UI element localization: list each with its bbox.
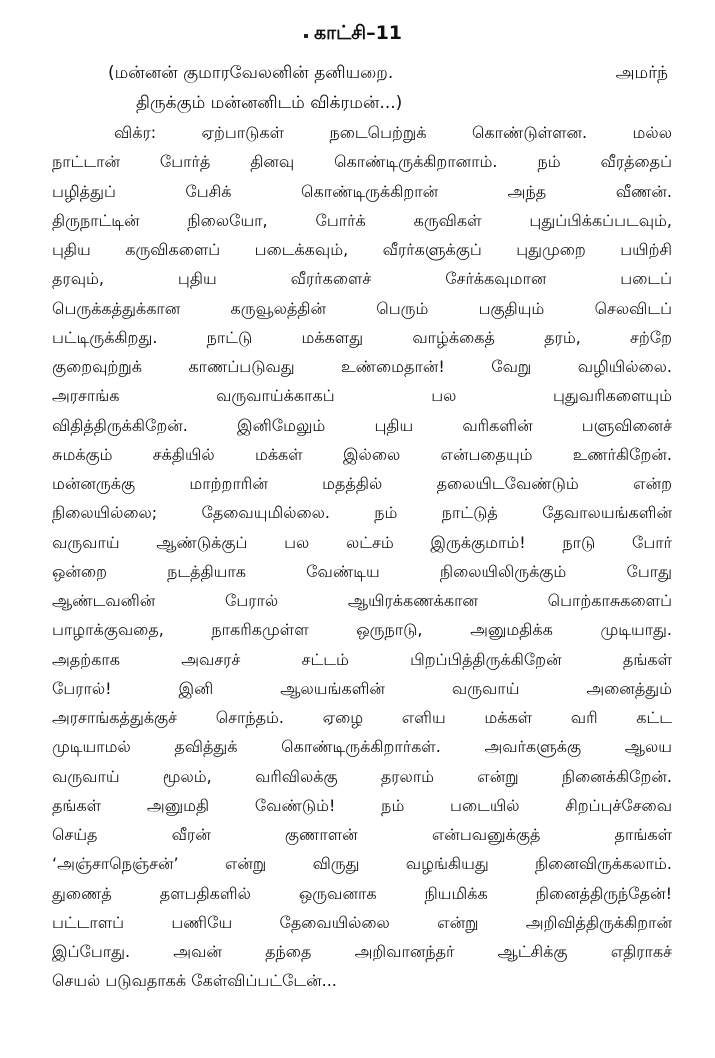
dialogue-line: துணைத் தளபதிகளில் ஒருவனாக நியமிக்க நினைத்திருந்தேன்! xyxy=(52,883,672,903)
dialogue-line: குறைவுற்றுக் காணப்படுவது உண்மைதான்! வேறு வழியில்லை. xyxy=(52,357,672,376)
dialogue-line: அதற்காக அவசரச் சட்டம் பிறப்பித்திருக்கிறேன் தங்கள் xyxy=(52,649,672,669)
dialogue-line: அரசாங்கத்துக்குச் சொந்தம். ஏழை எளிய மக்கள் வரி கட்ட xyxy=(52,708,672,727)
dialogue-line: பழித்துப் பேசிக் கொண்டிருக்கிறான் அந்த வீணன். xyxy=(52,181,672,201)
dialogue-line: புதிய கருவிகளைப் படைக்கவும், வீரர்களுக்குப் புதுமுறை பயிற்சி xyxy=(52,240,672,259)
dialogue-line: செயல் படுவதாகக் கேள்விப்பட்டேன்... xyxy=(52,971,337,991)
dialogue-line: விக்ர: ஏற்பாடுகள் நடைபெற்றுக் கொண்டுள்ளன. மல்ல xyxy=(114,123,672,142)
dialogue-line: நாட்டான் போர்த் தினவு கொண்டிருக்கிறானாம். நம் வீரத்தைப் xyxy=(52,152,672,172)
dialogue-line: மன்னருக்கு மாற்றாரின் மதத்தில் தலையிடவேண்டும் என்ற xyxy=(52,474,672,493)
dialogue-line: ‘அஞ்சாநெஞ்சன்’ என்று விருது வழங்கியது நினைவிருக்கலாம். xyxy=(52,854,672,874)
dialogue-line: பட்டாளப் பணியே தேவையில்லை என்று அறிவித்திருக்கிறான் xyxy=(52,912,672,932)
dialogue-line: தரவும், புதிய வீரர்களைச் சேர்க்கவுமான படைப் xyxy=(52,269,672,289)
stage-direction xyxy=(108,58,668,118)
scene-title: காட்சி–11 xyxy=(314,22,403,44)
stage-direction-line-1 xyxy=(108,58,668,88)
stage-direction-line-2: திருக்கும் மன்னனிடம் விக்ரமன்...) xyxy=(136,93,403,113)
dialogue-line: முடியாமல் தவித்துக் கொண்டிருக்கிறார்கள். அவர்களுக்கு ஆலய xyxy=(52,737,672,757)
dialogue-line: நிலையில்லை; தேவையுமில்லை. நம் நாட்டுத் தேவாலயங்களின் xyxy=(52,503,672,523)
dialogue-line: பெருக்கத்துக்கான கருவூலத்தின் பெரும் பகுதியும் செலவிடப் xyxy=(52,298,672,318)
dialogue-line: திருநாட்டின் நிலையோ, போர்க் கருவிகள் புதுப்பிக்கப்படவும், xyxy=(52,210,672,230)
dialogue-line: ஒன்றை நடத்தியாக வேண்டிய நிலையிலிருக்கும் போது xyxy=(52,561,672,581)
dialogue-line: பேரால்! இனி ஆலயங்களின் வருவாய் அனைத்தும் xyxy=(52,678,672,698)
stage-direction-right: அமர்ந் xyxy=(615,63,668,83)
dialogue-line: பட்டிருக்கிறது. நாட்டு மக்களது வாழ்க்கைத் தரம், சற்றே xyxy=(52,327,672,347)
dialogue-body xyxy=(52,118,672,996)
dialogue-line: தங்கள் அனுமதி வேண்டும்! நம் படையில் சிறப்புச்சேவை xyxy=(52,795,672,815)
dialogue-line: வருவாய் மூலம், வரிவிலக்கு தரலாம் என்று நினைக்கிறேன். xyxy=(52,766,672,786)
dialogue-line: விதித்திருக்கிறேன். இனிமேலும் புதிய வரிகளின் பளுவினைச் xyxy=(52,415,672,435)
dialogue-line: சுமக்கும் சக்தியில் மக்கள் இல்லை என்பதையும் உணர்கிறேன். xyxy=(52,444,672,464)
dialogue-line: ஆண்டவனின் பேரால் ஆயிரக்கணக்கான பொற்காசுகளைப் xyxy=(52,591,672,610)
dialogue-line: செய்த வீரன் குணாளன் என்பவனுக்குத் தாங்கள் xyxy=(52,825,672,844)
dialogue-line: அரசாங்க வருவாய்க்காகப் பல புதுவரிகளையும் xyxy=(52,386,672,406)
stage-direction-left: (மன்னன் குமாரவேலனின் தனியறை. xyxy=(108,63,394,83)
dialogue-line: வருவாய் ஆண்டுக்குப் பல லட்சம் இருக்குமாம்! நாடு போர் xyxy=(52,532,672,552)
dialogue-line: பாழாக்குவதை, நாகரிகமுள்ள ஒருநாடு, அனுமதிக்க முடியாது. xyxy=(52,620,672,640)
bullet-mark xyxy=(304,34,308,38)
dialogue-line: இப்போது. அவன் தந்தை அறிவானந்தர் ஆட்சிக்கு எதிராகச் xyxy=(52,942,672,961)
